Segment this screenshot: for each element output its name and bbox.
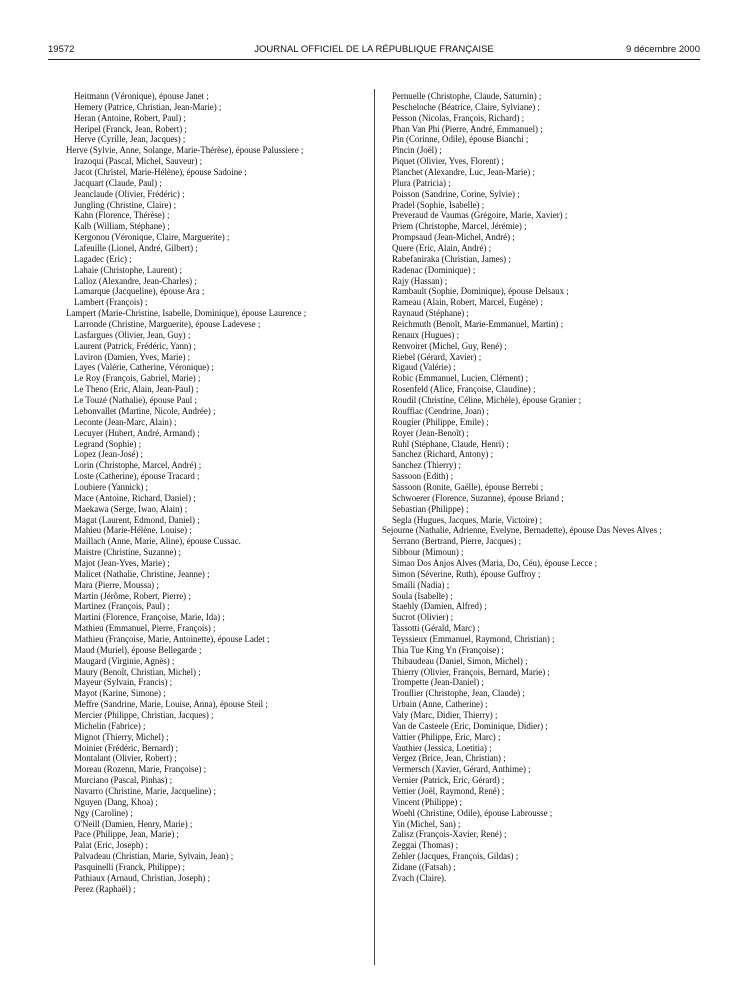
left-name-column [66, 91, 370, 895]
column-divider [374, 89, 375, 965]
name-entry: Renvoiret (Michel, Guy, René) ; [392, 340, 507, 351]
name-entry: Ngy (Caroline) ; [74, 807, 133, 818]
name-entry: Pace (Philippe, Jean, Marie) ; [74, 829, 179, 840]
name-entry: Segla (Hugues, Jacques, Marie, Victoire) ; [392, 514, 543, 525]
name-entry: Laurent (Patrick, Frédéric, Yann) ; [74, 340, 196, 351]
name-entry: Ruhl (Stéphane, Claude, Henri) ; [392, 438, 509, 449]
name-entry: Planchet (Alexandre, Luc, Jean-Marie) ; [392, 167, 535, 178]
name-entry: Malicet (Nathalie, Christine, Jeanne) ; [74, 568, 210, 579]
name-entry: Meffre (Sandrine, Marie, Louise, Anna), épouse Steil ; [74, 699, 268, 710]
name-entry: Maillach (Anne, Marie, Aline), épouse Cussac. [74, 536, 241, 547]
name-entry: Rambault (Sophie, Dominique), épouse Delsaux ; [392, 286, 569, 297]
name-entry: Martini (Florence, Françoise, Marie, Ida) ; [74, 612, 225, 623]
name-entry: Lafeuille (Lionel, André, Gilbert) ; [74, 243, 198, 254]
name-entry: Pathiaux (Arnaud, Christian, Joseph) ; [74, 872, 211, 883]
name-entry: Lahaie (Christophe, Laurent) ; [74, 264, 182, 275]
name-entry: Smaïli (Nadia) ; [392, 579, 450, 590]
name-entry: Layes (Valérie, Catherine, Véronique) ; [74, 362, 214, 373]
name-entry: Lebonvallet (Martine, Nicole, Andrée) ; [74, 405, 216, 416]
name-entry: Zidane ((Fatsah) ; [392, 862, 456, 873]
name-entry: Lasfargues (Olivier, Jean, Guy) ; [74, 329, 191, 340]
name-entry: Rouffiac (Cendrine, Joan) ; [392, 405, 489, 416]
name-entry: Kalb (William, Stéphane) ; [74, 221, 170, 232]
name-entry: Pesson (Nicolas, François, Richard) ; [392, 112, 525, 123]
name-entry: Le Roy (François, Gabriel, Marie) ; [74, 373, 201, 384]
name-entry: Laviron (Damien, Yves, Marie) ; [74, 351, 191, 362]
name-entry: Hemery (Patrice, Christian, Jean-Marie) ; [74, 101, 222, 112]
name-entry: Pasquinelli (Franck, Philippe) ; [74, 862, 185, 873]
name-entry: Mercier (Philippe, Christian, Jacques) ; [74, 709, 214, 720]
name-entry: Maekawa (Serge, Iwao, Alain) ; [74, 503, 188, 514]
name-entry: Zeggai (Thomas) ; [392, 840, 459, 851]
name-entry: Le Theno (Eric, Alain, Jean-Paul) ; [74, 384, 199, 395]
name-entry: Kergonou (Véronique, Claire, Marguerite) ; [74, 232, 230, 243]
name-entry: Troullier (Christophe, Jean, Claude) ; [392, 688, 525, 699]
name-entry: Vermersch (Xavier, Gérard, Anthime) ; [392, 764, 531, 775]
name-entry: Mayeur (Sylvain, Francis) ; [74, 677, 173, 688]
name-entry: Rabefaniraka (Christian, James) ; [392, 253, 511, 264]
name-entry: Zehler (Jacques, François, Gildas) ; [392, 851, 519, 862]
name-entry: Mathieu (Emmanuel, Pierre, François) ; [74, 623, 216, 634]
name-entry: Herve (Sylvie, Anne, Solange, Marie-Thérèse), épouse Palussiere ; [66, 145, 304, 156]
name-entry: Loste (Catherine), épouse Tracard ; [74, 471, 200, 482]
name-entry: Roudil (Christine, Céline, Michèle), épouse Granier ; [392, 395, 582, 406]
name-entry: Heripel (Franck, Jean, Robert) ; [74, 123, 187, 134]
name-entry: Prompsaud (Jean-Michel, André) ; [392, 232, 515, 243]
name-entry: Radenac (Dominique) ; [392, 264, 476, 275]
name-entry: Quere (Eric, Alain, André) ; [392, 243, 492, 254]
name-entry: Rajy (Hassan) ; [392, 275, 448, 286]
name-entry: Vergez (Brice, Jean, Christian) ; [392, 753, 506, 764]
name-entry: Martinez (François, Paul) ; [74, 601, 170, 612]
name-entry: Royer (Jean-Benoît) ; [392, 427, 469, 438]
name-entry: Yin (Michel, San) ; [392, 818, 461, 829]
name-entry: Serrano (Bertrand, Pierre, Jacques) ; [392, 536, 522, 547]
name-entry: Lecuyer (Hubert, André, Armand) ; [74, 427, 200, 438]
name-entry: Raynaud (Stéphane) ; [392, 308, 469, 319]
name-entry: Mahieu (Marie-Hélène, Louise) ; [74, 525, 192, 536]
name-entry: Rigaud (Valérie) ; [392, 362, 456, 373]
name-entry: Lorin (Christophe, Marcel, André) ; [74, 460, 202, 471]
name-entry: Rosenfeld (Alice, Françoise, Claudine) ; [392, 384, 536, 395]
name-entry: Tassotti (Gérald, Marc) ; [392, 623, 480, 634]
name-entry: Rameau (Alain, Robert, Marcel, Eugène) ; [392, 297, 543, 308]
name-entry: Jeanclaude (Olivier, Frédéric) ; [74, 188, 185, 199]
name-entry: Heran (Antoine, Robert, Paul) ; [74, 112, 186, 123]
name-entry: Reichmuth (Benoît, Marie-Emmanuel, Martin) ; [392, 319, 564, 330]
name-entry: Nguyen (Dang, Khoa) ; [74, 796, 158, 807]
publication-date: 9 décembre 2000 [626, 44, 700, 55]
name-entry: Valy (Marc, Didier, Thierry) ; [392, 709, 498, 720]
name-entry: Jungling (Christine, Claire) ; [74, 199, 177, 210]
name-entry: Thia Tue King Yn (Françoise) ; [392, 644, 504, 655]
name-entry: Pin (Corinne, Odile), épouse Bianchi ; [392, 134, 529, 145]
name-entry: Leconte (Jean-Marc, Alain) ; [74, 416, 177, 427]
name-entry: Vattier (Philippe, Eric, Marc) ; [392, 731, 501, 742]
name-entry: Sucrot (Olivier) ; [392, 612, 454, 623]
name-entry: Soula (Isabelle) ; [392, 590, 453, 601]
name-entry: Plura (Patricia) ; [392, 177, 451, 188]
name-entry: Mathieu (Françoise, Marie, Antoinette), épouse Ladet ; [74, 633, 270, 644]
name-entry: Legrand (Sophie) ; [74, 438, 142, 449]
name-entry: Pradel (Sophie, Isabelle) ; [392, 199, 485, 210]
name-entry: Pincin (Joël) ; [392, 145, 442, 156]
name-entry: Lagadec (Eric) ; [74, 253, 132, 264]
name-entry: Van de Casteele (Eric, Dominique, Didier) ; [392, 720, 548, 731]
name-entry: Mignot (Thierry, Michel) ; [74, 731, 169, 742]
name-entry: Vauthier (Jessica, Loetitia) ; [392, 742, 492, 753]
name-entry: Teyssieux (Emmanuel, Raymond, Christian) ; [392, 633, 555, 644]
name-entry: Rougier (Philippe, Emile) ; [392, 416, 489, 427]
name-entry: Simon (Séverine, Ruth), épouse Guffroy ; [392, 568, 541, 579]
name-entry: Thierry (Olivier, François, Bernard, Marie) ; [392, 666, 550, 677]
name-entry: Poisson (Sandrine, Corine, Sylvie) ; [392, 188, 520, 199]
name-entry: Vincent (Philippe) ; [392, 796, 462, 807]
name-entry: Maury (Benoît, Christian, Michel) ; [74, 666, 201, 677]
name-entry: Pernuelle (Christophe, Claude, Saturnin) ; [392, 91, 542, 101]
name-entry: Lalloz (Alexandre, Jean-Charles) ; [74, 275, 197, 286]
name-entry: Robic (Emmanuel, Lucien, Clément) ; [392, 373, 529, 384]
name-entry: Maud (Muriel), épouse Bellegarde ; [74, 644, 202, 655]
right-name-column [382, 91, 688, 884]
name-entry: Vettier (Joël, Raymond, René) ; [392, 786, 505, 796]
name-entry: Trompette (Jean-Daniel) ; [392, 677, 484, 688]
name-entry: Lambert (François) ; [74, 297, 148, 308]
name-entry: Le Touzé (Nathalie), épouse Paul ; [74, 395, 197, 406]
name-entry: Jacot (Christel, Marie-Hélène), épouse Sadoine ; [74, 167, 247, 178]
name-entry: Herve (Cyrille, Jean, Jacques) ; [74, 134, 186, 145]
name-entry: Zalisz (François-Xavier, René) ; [392, 829, 507, 840]
name-entry: Maistre (Christine, Suzanne) ; [74, 547, 181, 558]
name-entry: Sassoon (Edith) ; [392, 471, 454, 482]
name-entry: Montalant (Olivier, Robert) ; [74, 753, 177, 764]
name-entry: Staehly (Damien, Alfred) ; [392, 601, 487, 612]
name-entry: Majot (Jean-Yves, Marie) ; [74, 557, 170, 568]
name-entry: Martin (Jérôme, Robert, Pierre) ; [74, 590, 191, 601]
page-number: 19572 [48, 44, 75, 55]
name-entry: Mace (Antoine, Richard, Daniel) ; [74, 492, 196, 503]
journal-title: JOURNAL OFFICIEL DE LA RÉPUBLIQUE FRANÇAISE [254, 44, 494, 55]
name-entry: Sibbour (Mimoun) ; [392, 547, 464, 558]
name-entry: Lamarque (Jacqueline), épouse Ara ; [74, 286, 205, 297]
name-entry: Michelin (Fabrice) ; [74, 720, 146, 731]
name-entry: Piquet (Olivier, Yves, Florent) ; [392, 156, 504, 167]
name-entry: Thibaudeau (Daniel, Simon, Michel) ; [392, 655, 528, 666]
name-entry: Schwoerer (Florence, Suzanne), épouse Briand ; [392, 492, 564, 503]
name-entry: Perez (Raphaël) ; [74, 883, 136, 894]
name-entry: Pescheloche (Béatrice, Claire, Sylviane) ; [392, 101, 540, 112]
header-rule [48, 59, 700, 60]
name-entry: Palat (Eric, Joseph) ; [74, 840, 148, 851]
name-entry: Murciano (Pascal, Pinhas) ; [74, 775, 173, 786]
name-entry: Palvadeau (Christian, Marie, Sylvain, Jean) ; [74, 851, 234, 862]
name-entry: Sassoon (Ronite, Gaëlle), épouse Berrebi ; [392, 481, 544, 492]
name-entry: Preveraud de Vaumas (Grégoire, Marie, Xavier) ; [392, 210, 568, 221]
name-entry: Mayot (Karine, Simone) ; [74, 688, 166, 699]
name-entry: Heitmann (Véronique), épouse Janet ; [74, 91, 209, 101]
name-entry: Sebastian (Philippe) ; [392, 503, 469, 514]
name-entry: Riebel (Gérard, Xavier) ; [392, 351, 482, 362]
name-entry: Simao Dos Anjos Alves (Maria, Do, Céu), épouse Lecce ; [392, 557, 598, 568]
name-entry: Woehl (Christine, Odile), épouse Labrousse ; [392, 807, 553, 818]
name-entry: Mara (Pierre, Moussa) ; [74, 579, 159, 590]
name-entry: Renaux (Hugues) ; [392, 329, 460, 340]
name-entry: Magat (Laurent, Edmond, Daniel) ; [74, 514, 200, 525]
name-entry: Loubiere (Yannick) ; [74, 481, 149, 492]
name-entry: Moinier (Frédéric, Bernard) ; [74, 742, 178, 753]
name-entry: Lopez (Jean-José) ; [74, 449, 143, 460]
name-entry: Jacquart (Claude, Paul) ; [74, 177, 162, 188]
name-entry: Larronde (Christine, Marguerite), épouse Ladevese ; [74, 319, 261, 330]
name-entry: Irazoqui (Pascal, Michel, Sauveur) ; [74, 156, 203, 167]
name-entry: Urbain (Anne, Catherine) ; [392, 699, 488, 710]
name-entry: Kahn (Florence, Thérèse) ; [74, 210, 170, 221]
name-entry: O'Neill (Damien, Henry, Marie) ; [74, 818, 193, 829]
name-entry: Moreau (Rozenn, Marie, Françoise) ; [74, 764, 207, 775]
page-header [48, 44, 700, 58]
name-entry: Maugard (Virginie, Agnès) ; [74, 655, 175, 666]
name-entry: Zvach (Claire). [392, 872, 447, 883]
name-entry: Lampert (Marie-Christine, Isabelle, Dominique), épouse Laurence ; [66, 308, 307, 319]
name-entry: Priem (Christophe, Marcel, Jérémie) ; [392, 221, 527, 232]
name-entry: Phan Van Phi (Pierre, André, Emmanuel) ; [392, 123, 543, 134]
name-entry: Sanchez (Richard, Antony) ; [392, 449, 494, 460]
name-entry: Sejourne (Nathalie, Adrienne, Evelyne, Bernadette), épouse Das Neves Alves ; [382, 525, 662, 536]
name-entry: Sanchez (Thierry) ; [392, 460, 461, 471]
name-entry: Navarro (Christine, Marie, Jacqueline) ; [74, 786, 216, 796]
name-entry: Vernier (Patrick, Eric, Gérard) ; [392, 775, 505, 786]
